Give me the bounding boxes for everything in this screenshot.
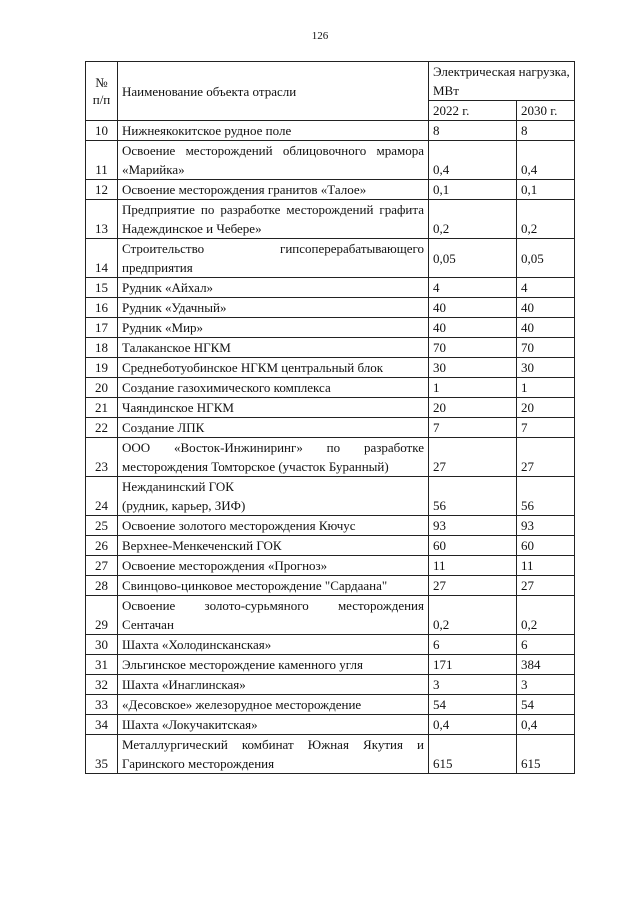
table-row (86, 418, 575, 438)
row-number: 28 (86, 576, 118, 596)
table-row (86, 655, 575, 675)
load-2022: 70 (429, 338, 517, 358)
load-2030: 7 (517, 418, 575, 438)
header-year-2030: 2030 г. (517, 101, 575, 121)
row-number: 31 (86, 655, 118, 675)
row-number: 22 (86, 418, 118, 438)
load-2030: 0,2 (517, 596, 575, 635)
load-2030: 0,4 (517, 715, 575, 735)
load-2022: 40 (429, 318, 517, 338)
row-number: 18 (86, 338, 118, 358)
table-header-row (86, 62, 575, 101)
table-row (86, 318, 575, 338)
load-2030: 6 (517, 635, 575, 655)
table-row (86, 695, 575, 715)
row-number: 13 (86, 200, 118, 239)
row-number: 35 (86, 735, 118, 774)
object-name: Талаканское НГКМ (118, 338, 429, 358)
load-2022: 27 (429, 576, 517, 596)
table-row (86, 338, 575, 358)
table-row (86, 398, 575, 418)
object-name: Освоение золотого месторождения Кючус (118, 516, 429, 536)
object-name: Освоение месторождения гранитов «Талое» (118, 180, 429, 200)
object-name: Чаяндинское НГКМ (118, 398, 429, 418)
row-number: 34 (86, 715, 118, 735)
table-row (86, 298, 575, 318)
table-row (86, 536, 575, 556)
row-number: 21 (86, 398, 118, 418)
object-name: Освоение месторождений облицовочного мрамора «Марийка» (118, 141, 429, 180)
table-row (86, 576, 575, 596)
object-name: Среднеботуобинское НГКМ центральный блок (118, 358, 429, 378)
row-number: 14 (86, 239, 118, 278)
load-2022: 60 (429, 536, 517, 556)
row-number: 15 (86, 278, 118, 298)
load-2022: 4 (429, 278, 517, 298)
object-name: Рудник «Айхал» (118, 278, 429, 298)
object-name: Создание газохимического комплекса (118, 378, 429, 398)
load-2022: 30 (429, 358, 517, 378)
load-2030: 20 (517, 398, 575, 418)
load-2030: 93 (517, 516, 575, 536)
load-2022: 6 (429, 635, 517, 655)
table-row (86, 635, 575, 655)
row-number: 32 (86, 675, 118, 695)
row-number: 20 (86, 378, 118, 398)
electric-load-table (85, 61, 575, 774)
load-2030: 27 (517, 576, 575, 596)
load-2030: 56 (517, 477, 575, 516)
load-2022: 0,4 (429, 141, 517, 180)
table-row (86, 675, 575, 695)
load-2022: 11 (429, 556, 517, 576)
load-2030: 0,1 (517, 180, 575, 200)
row-number: 30 (86, 635, 118, 655)
object-name: Свинцово-цинковое месторождение "Сардаана" (118, 576, 429, 596)
object-name: Шахта «Инаглинская» (118, 675, 429, 695)
object-name: ООО «Восток-Инжиниринг» по разработке месторождения Томторское (участок Буранный) (118, 438, 429, 477)
load-2022: 615 (429, 735, 517, 774)
load-2030: 615 (517, 735, 575, 774)
table-row (86, 278, 575, 298)
load-2022: 54 (429, 695, 517, 715)
load-2022: 1 (429, 378, 517, 398)
table-row (86, 239, 575, 278)
row-number: 10 (86, 121, 118, 141)
object-name: Создание ЛПК (118, 418, 429, 438)
load-2022: 0,1 (429, 180, 517, 200)
table-row (86, 715, 575, 735)
load-2030: 27 (517, 438, 575, 477)
load-2022: 20 (429, 398, 517, 418)
load-2030: 3 (517, 675, 575, 695)
row-number: 33 (86, 695, 118, 715)
load-2030: 11 (517, 556, 575, 576)
row-number: 23 (86, 438, 118, 477)
table-row (86, 556, 575, 576)
table-row (86, 735, 575, 774)
load-2030: 0,2 (517, 200, 575, 239)
object-name: Нижнеякокитское рудное поле (118, 121, 429, 141)
load-2022: 3 (429, 675, 517, 695)
load-2030: 0,05 (517, 239, 575, 278)
row-number: 11 (86, 141, 118, 180)
load-2030: 8 (517, 121, 575, 141)
load-2022: 0,05 (429, 239, 517, 278)
object-name: Рудник «Мир» (118, 318, 429, 338)
object-name: Эльгинское месторождение каменного угля (118, 655, 429, 675)
row-number: 29 (86, 596, 118, 635)
table-row (86, 200, 575, 239)
load-2022: 27 (429, 438, 517, 477)
table-row (86, 516, 575, 536)
table-row (86, 438, 575, 477)
row-number: 17 (86, 318, 118, 338)
table-row (86, 477, 575, 516)
object-name: Освоение месторождения «Прогноз» (118, 556, 429, 576)
load-2030: 30 (517, 358, 575, 378)
load-2030: 40 (517, 298, 575, 318)
load-2022: 0,4 (429, 715, 517, 735)
row-number: 24 (86, 477, 118, 516)
row-number: 16 (86, 298, 118, 318)
load-2030: 40 (517, 318, 575, 338)
load-2022: 56 (429, 477, 517, 516)
load-2030: 0,4 (517, 141, 575, 180)
object-name: Строительство гипсоперерабатывающего предприятия (118, 239, 429, 278)
header-name-cell: Наименование объекта отрасли (118, 62, 429, 121)
object-name: Шахта «Холодинсканская» (118, 635, 429, 655)
load-2022: 0,2 (429, 200, 517, 239)
load-2022: 8 (429, 121, 517, 141)
table-row (86, 378, 575, 398)
table-row (86, 596, 575, 635)
load-2022: 7 (429, 418, 517, 438)
object-name: «Десовское» железорудное месторождение (118, 695, 429, 715)
load-2030: 1 (517, 378, 575, 398)
load-2022: 93 (429, 516, 517, 536)
table-row (86, 121, 575, 141)
object-name: Рудник «Удачный» (118, 298, 429, 318)
load-2022: 40 (429, 298, 517, 318)
load-2030: 384 (517, 655, 575, 675)
load-2030: 70 (517, 338, 575, 358)
row-number: 19 (86, 358, 118, 378)
header-year-2022: 2022 г. (429, 101, 517, 121)
object-name: Металлургический комбинат Южная Якутия и Гаринского месторождения (118, 735, 429, 774)
object-name: Шахта «Локучакитская» (118, 715, 429, 735)
page-number: 126 (311, 30, 329, 42)
table-row (86, 358, 575, 378)
row-number: 25 (86, 516, 118, 536)
load-2022: 0,2 (429, 596, 517, 635)
row-number: 27 (86, 556, 118, 576)
load-2030: 54 (517, 695, 575, 715)
header-number-cell: № п/п (86, 62, 118, 121)
object-name: Нежданинский ГОК (рудник, карьер, ЗИФ) (118, 477, 429, 516)
table-row (86, 141, 575, 180)
row-number: 26 (86, 536, 118, 556)
load-2030: 60 (517, 536, 575, 556)
object-name: Верхнее-Менкеченский ГОК (118, 536, 429, 556)
object-name: Освоение золото-сурьмяного месторождения Сентачан (118, 596, 429, 635)
load-2022: 171 (429, 655, 517, 675)
row-number: 12 (86, 180, 118, 200)
header-load-cell: Электрическая нагрузка, МВт (429, 62, 575, 101)
object-name: Предприятие по разработке месторождений графита Надеждинское и Чебере» (118, 200, 429, 239)
load-2030: 4 (517, 278, 575, 298)
table-row (86, 180, 575, 200)
